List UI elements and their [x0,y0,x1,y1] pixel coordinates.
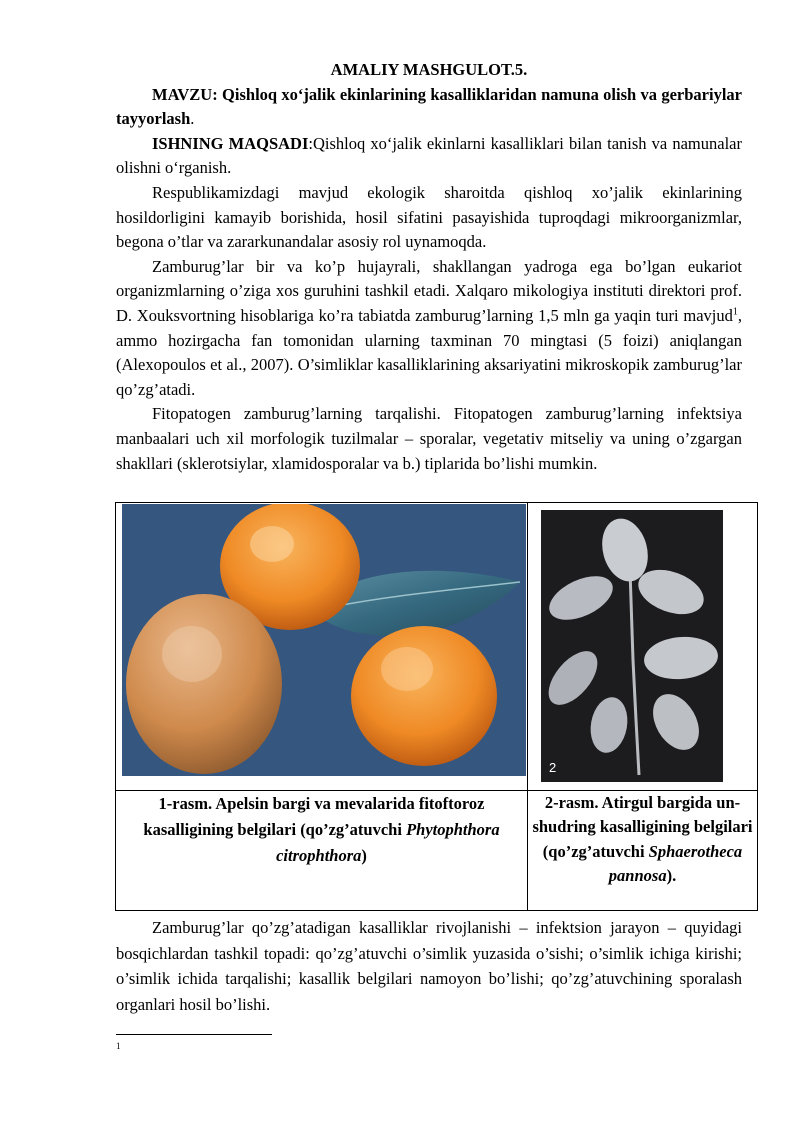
orange-fruits-image [122,504,526,776]
figure-1-cell [116,503,528,790]
rose-leaf-image [541,510,723,782]
figure-2-cell [528,503,757,790]
paragraph-3: Fitopatogen zamburug’larning tarqalishi. Fitopatogen zamburug’larning infektsiya manbaalari uch xil morfologik tuzilmalar – sporalar, vegetativ mitseliy va uning o’zgargan shakllari (sklerotsiylar, xlamidosporalar va b.) tiplarida bo’lishi mumkin. [116,404,742,473]
goal-paragraph [116,132,742,181]
footnote-separator [116,1034,272,1035]
goal-label: ISHNING MAQSADI [152,133,309,153]
page-title: AMALIY MASHGULOT.5. [330,60,528,79]
figure-2-caption: 2-rasm. Atirgul bargida un-shudring kasalligining belgilari (qo’zg’atuvchi Sphaerotheca pannosa). [532,793,753,886]
topic-text: MAVZU: Qishloq xo‘jalik ekinlarining kasalliklaridan namuna olish va gerbariylar tayyorlash [116,84,743,129]
document-body [116,58,742,476]
paragraph-2: Zamburug’lar bir va ko’p hujayrali, shakllangan yadroga ega bo’lgan eukariot organizmlarning o’ziga xos guruhini tashkil etadi. Xalqaro mikologiya instituti direktori prof. D. Xouksvortning hisoblariga ko’ra tabiatda zamburug’larning 1,5 mln ga yaqin turi mavjud$^1$, ammo hozirgacha fan tomonidan ularning taxminan 70 mingtasi (5 foizi) aniqlangan (Alexopoulos et al., 2007). O’simliklar kasalliklarining aksariyatini mikroskopik zamburug’lar qo’zg’atadi. [116,256,742,399]
footnote-number: 1 [116,1041,121,1051]
paragraph-4: Zamburug’lar qo’zg’atadigan kasalliklar rivojlanishi – infektsion jarayon – quyidagi bosqichlardan tashkil topadi: qo’zg’atuvchi o’simlik yuzasida o’sishi; o’simlik ichiga kirishi; o’simlik ichida tarqalishi; kasallik belgilari namoyon bo’lishi; qo’zg’atuvchining sporalash organlari hosil bo’lishi. [116,918,742,1014]
figure-table [115,502,758,911]
document-body-continued [116,915,742,1017]
figure-2-number: 2 [549,760,557,775]
footnote-ref: 1 [732,306,738,318]
goal-text: :Qishloq xo‘jalik ekinlarni kasalliklari bilan tanish va namunalar olishni o‘rganish. [116,133,742,178]
figure-1-caption: 1-rasm. Apelsin bargi va mevalarida fitoftoroz kasalligining belgilari (qo’zg’atuvchi Phytophthora citrophthora) [116,791,528,910]
topic-paragraph: MAVZU: Qishloq xo‘jalik ekinlarining kasalliklaridan namuna olish va gerbariylar tayyorlash. [116,84,743,129]
paragraph-1: Respublikamizdagi mavjud ekologik sharoitda qishloq xo’jalik ekinlarining hosildorligini kamayib borishida, hosil sifatini pasayishida tuproqdagi mikroorganizmlar, begona o’tlar va zararkunandalar asosiy rol uynamoqda. [116,182,742,252]
